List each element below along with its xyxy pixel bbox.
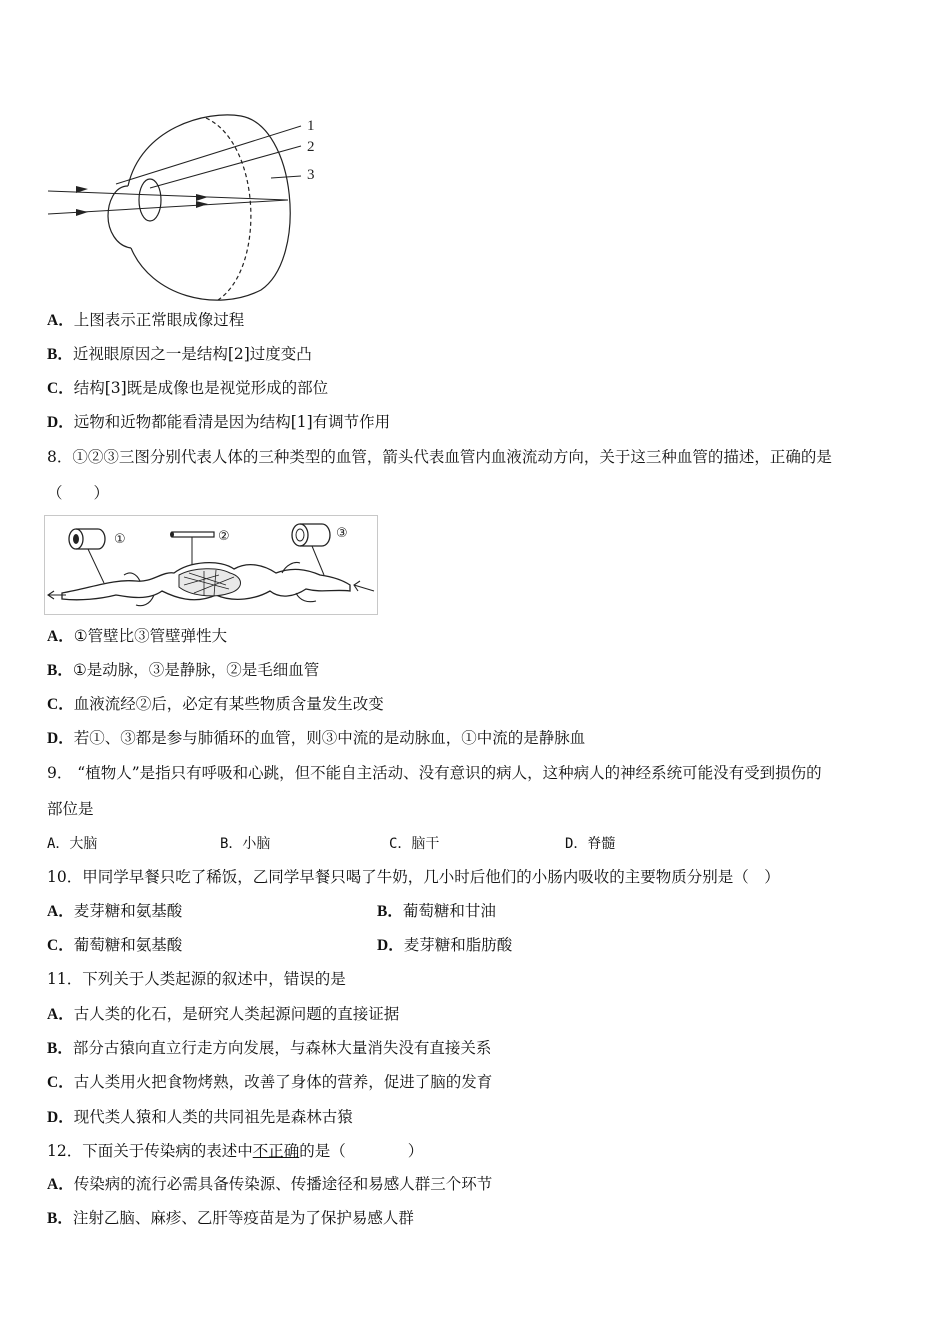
q12-emphasis: 不正确 bbox=[252, 1142, 300, 1160]
label-2: 2 bbox=[307, 139, 315, 155]
q11-option-d: D．现代类人猿和人类的共同祖先是森林古猿 bbox=[47, 1108, 353, 1126]
q10-stem: 10．甲同学早餐只吃了稀饭，乙同学早餐只喝了牛奶，几小时后他们的小肠内吸收的主要物质分别是（ ） bbox=[47, 868, 780, 886]
q12-stem: 12．下面关于传染病的表述中不正确的是（ ） bbox=[47, 1142, 424, 1160]
q8-option-b: B．①是动脉，③是静脉，②是毛细血管 bbox=[47, 661, 320, 679]
q12-option-a: A．传染病的流行必需具备传染源、传播途径和易感人群三个环节 bbox=[47, 1175, 493, 1193]
eye-diagram bbox=[46, 108, 336, 308]
retina-dashed bbox=[206, 118, 251, 300]
q8-option-c: C．血液流经②后，必定有某些物质含量发生改变 bbox=[47, 695, 384, 713]
q10-option-d: D．麦芽糖和脂肪酸 bbox=[377, 936, 513, 954]
q10-option-b: B．葡萄糖和甘油 bbox=[377, 902, 496, 920]
label-3: 3 bbox=[307, 167, 315, 183]
q12-option-b: B．注射乙脑、麻疹、乙肝等疫苗是为了保护易感人群 bbox=[47, 1209, 414, 1227]
q11-option-c: C．古人类用火把食物烤熟，改善了身体的营养，促进了脑的发育 bbox=[47, 1073, 493, 1091]
q9-option-c: C．脑干 bbox=[389, 836, 440, 852]
cornea-outline bbox=[108, 186, 131, 248]
q9-option-a: A．大脑 bbox=[47, 836, 98, 852]
q9-stem-line1: 9． “植物人”是指只有呼吸和心跳，但不能自主活动、没有意识的病人，这种病人的神经系统可能没有受到损伤的 bbox=[47, 764, 822, 782]
label-1: 1 bbox=[307, 118, 315, 134]
q10-option-a: A．麦芽糖和氨基酸 bbox=[47, 902, 183, 920]
q8-stem: 8．①②③三图分别代表人体的三种类型的血管，箭头代表血管内血液流动方向，关于这三种血管的描述，正确的是 bbox=[47, 448, 832, 466]
q9-option-d: D．脊髓 bbox=[565, 836, 616, 852]
lens bbox=[139, 179, 161, 221]
q11-stem: 11．下列关于人类起源的叙述中，错误的是 bbox=[47, 970, 346, 988]
q11-option-b: B．部分古猿向直立行走方向发展，与森林大量消失没有直接关系 bbox=[47, 1039, 492, 1057]
q9-option-b: B．小脑 bbox=[220, 836, 271, 852]
q7-option-c: C．结构[3]既是成像也是视觉形成的部位 bbox=[47, 379, 329, 397]
q9-stem-line2: 部位是 bbox=[47, 800, 94, 818]
q7-option-a: A．上图表示正常眼成像过程 bbox=[47, 311, 245, 329]
vessel-label-1: ① bbox=[114, 532, 126, 547]
q7-option-b: B．近视眼原因之一是结构[2]过度变凸 bbox=[47, 345, 312, 363]
vessel-label-3: ③ bbox=[336, 526, 348, 541]
q10-option-c: C．葡萄糖和氨基酸 bbox=[47, 936, 183, 954]
q8-option-a: A．①管壁比③管壁弹性大 bbox=[47, 627, 228, 645]
q11-option-a: A．古人类的化石，是研究人类起源问题的直接证据 bbox=[47, 1005, 400, 1023]
q7-option-d: D．远物和近物都能看清是因为结构[1]有调节作用 bbox=[47, 413, 391, 431]
q8-option-d: D．若①、③都是参与肺循环的血管，则③中流的是动脉血，①中流的是静脉血 bbox=[47, 729, 586, 747]
q8-paren: （ ） bbox=[47, 484, 110, 502]
vessel-label-2: ② bbox=[218, 529, 230, 544]
blood-vessel-diagram bbox=[44, 515, 378, 615]
